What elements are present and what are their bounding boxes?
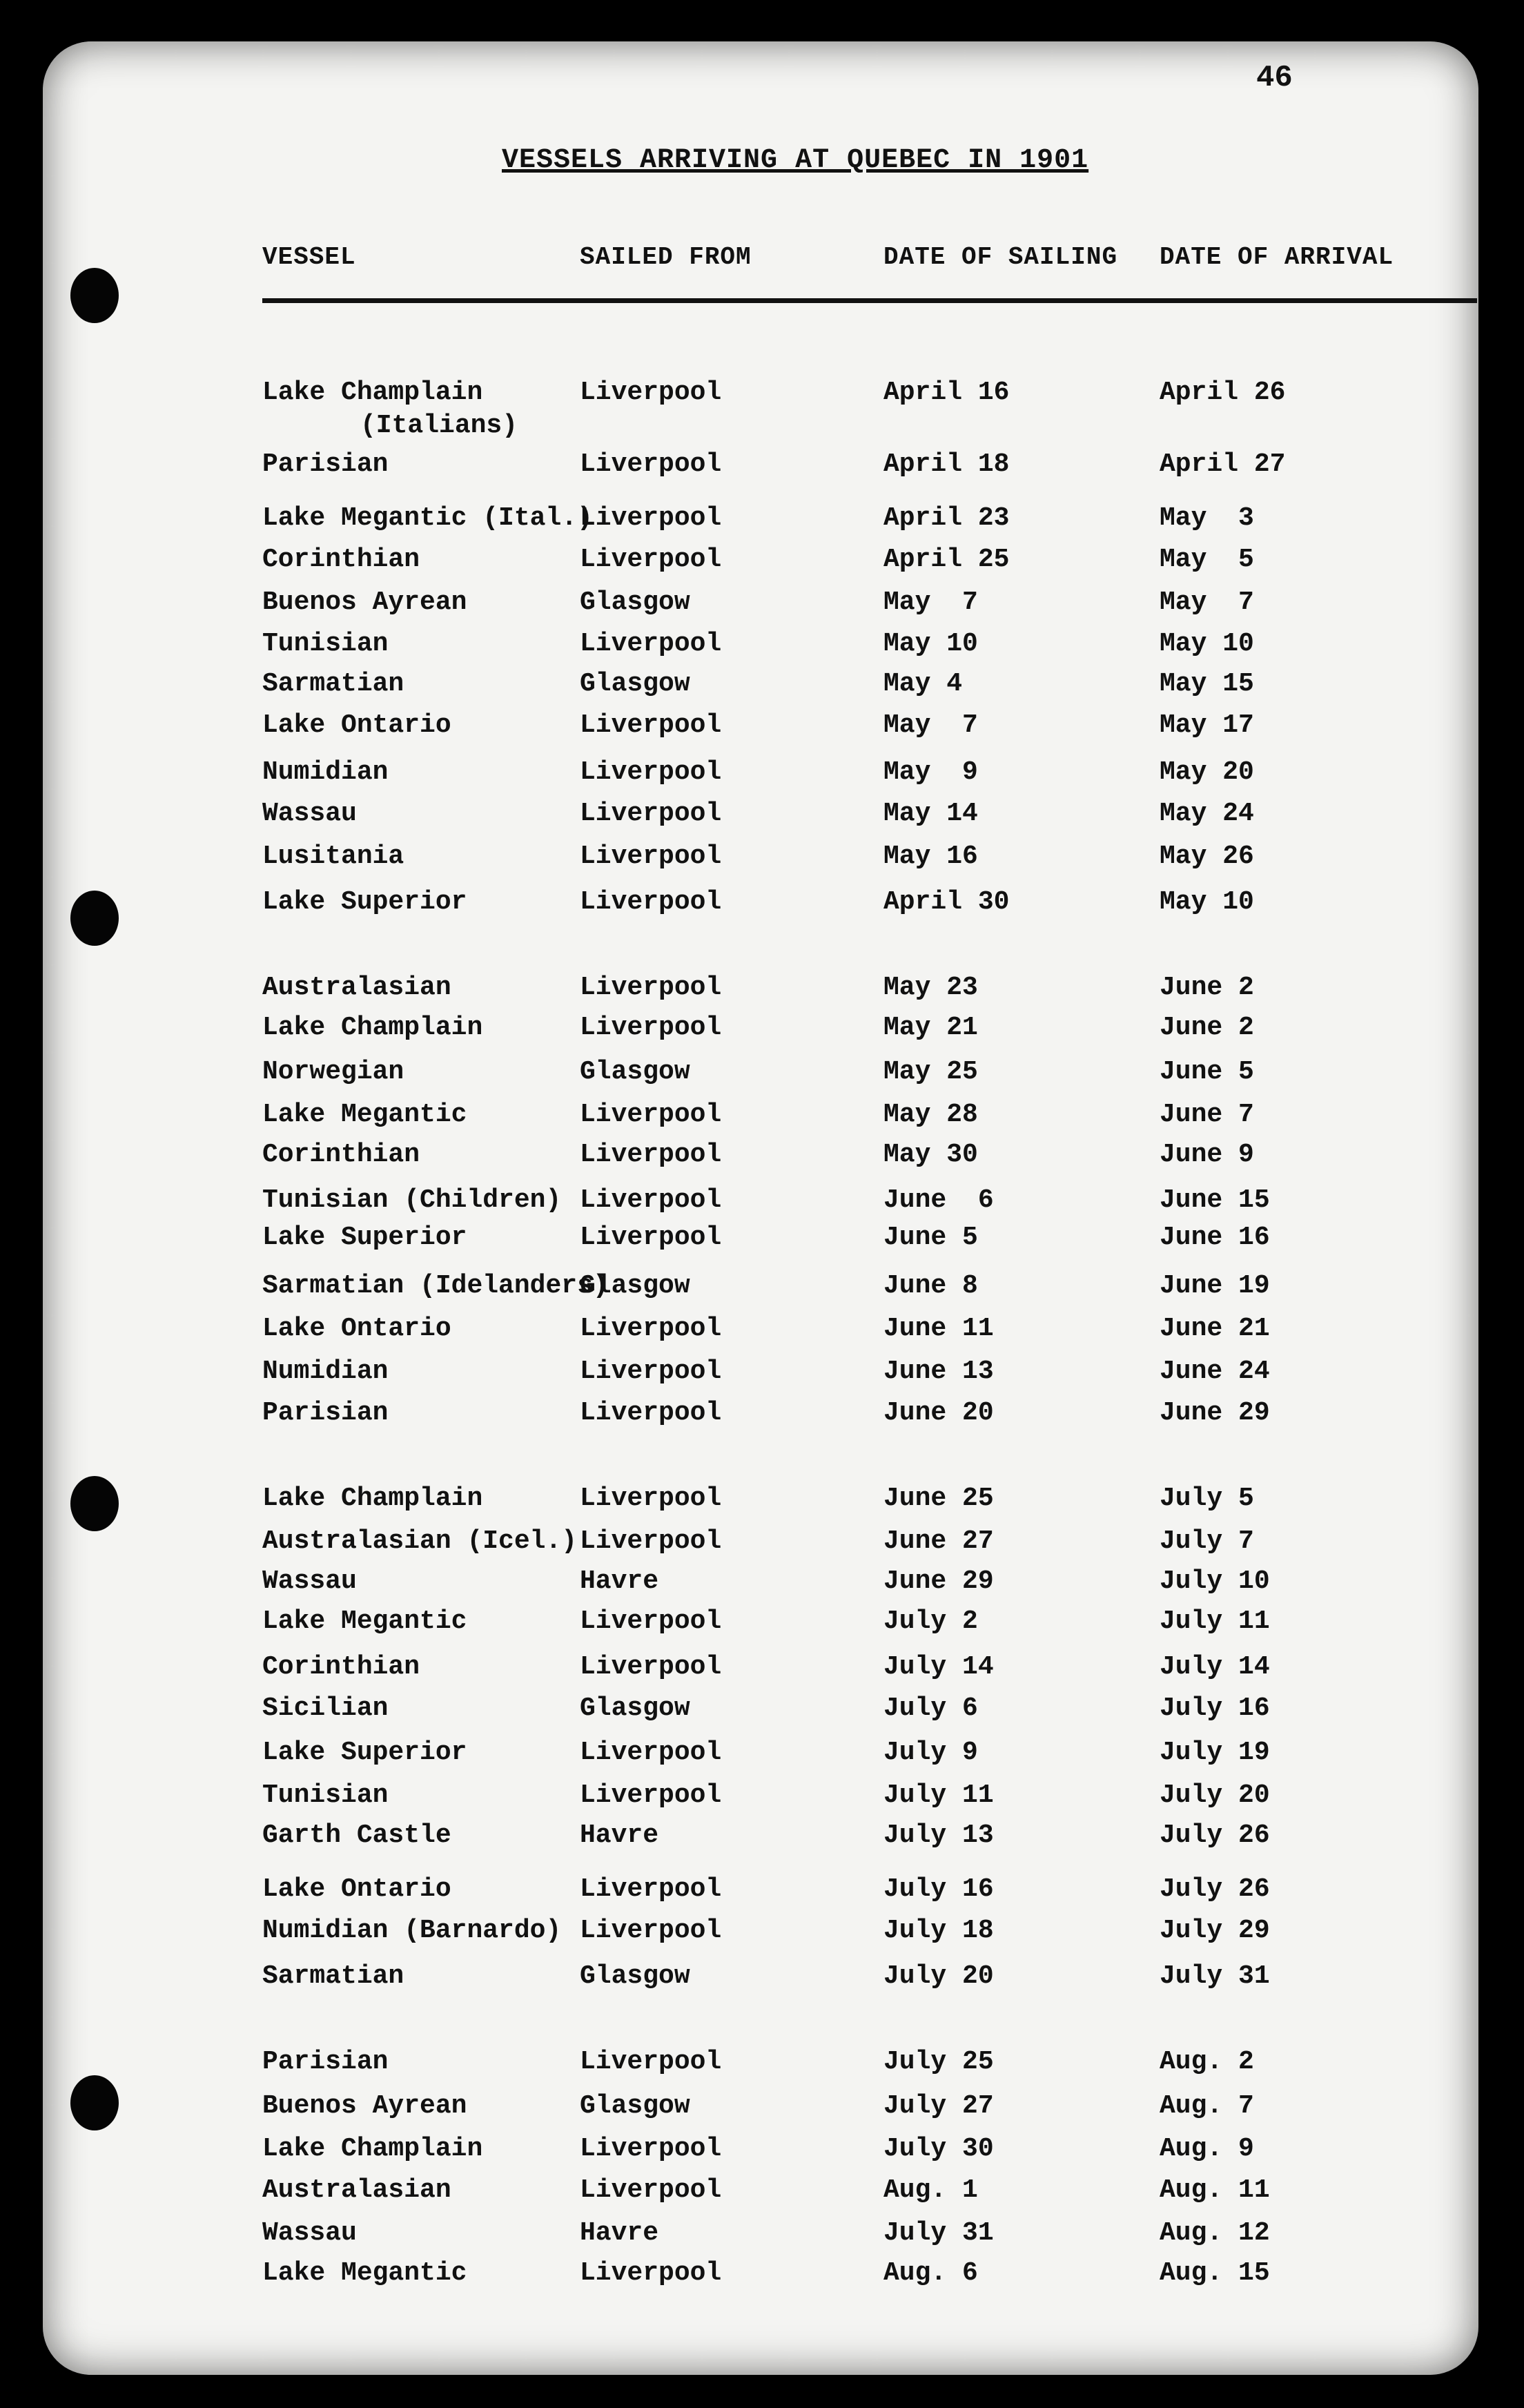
sailed-from: Glasgow [580, 2091, 690, 2121]
vessel-name: Tunisian [262, 1780, 389, 1810]
arrival-date: May 10 [1160, 887, 1254, 917]
sailing-date: April 25 [883, 545, 1010, 574]
sailed-from: Glasgow [580, 669, 690, 699]
sailed-from: Liverpool [580, 2047, 722, 2077]
sailing-date: May 23 [883, 973, 978, 1002]
vessel-name: Parisian [262, 2047, 389, 2077]
vessel-name: Lake Megantic (Ital.) [262, 503, 593, 533]
vessel-name: Numidian [262, 757, 389, 787]
punch-hole [70, 891, 119, 946]
arrival-date: July 26 [1160, 1874, 1270, 1904]
sailing-date: Aug. 1 [883, 2175, 978, 2205]
sailed-from: Liverpool [580, 1398, 722, 1428]
vessel-name: Wassau [262, 1566, 357, 1596]
arrival-date: July 20 [1160, 1780, 1270, 1810]
vessel-name: Buenos Ayrean [262, 2091, 467, 2121]
arrival-date: June 2 [1160, 973, 1254, 1002]
arrival-date: May 7 [1160, 588, 1254, 617]
sailing-date: May 9 [883, 757, 978, 787]
sailed-from: Liverpool [580, 1314, 722, 1343]
vessel-name: Lusitania [262, 842, 404, 871]
vessel-name: Corinthian [262, 1140, 420, 1169]
arrival-date: June 2 [1160, 1013, 1254, 1042]
sailed-from: Liverpool [580, 1606, 722, 1636]
vessel-name: Wassau [262, 799, 357, 828]
vessel-name: Lake Ontario [262, 710, 451, 740]
vessel-name: Sarmatian [262, 669, 404, 699]
sailed-from: Liverpool [580, 1874, 722, 1904]
vessel-name: Lake Champlain [262, 2134, 483, 2164]
vessel-name: Lake Champlain [262, 1013, 483, 1042]
arrival-date: July 16 [1160, 1693, 1270, 1723]
arrival-date: Aug. 2 [1160, 2047, 1254, 2077]
arrival-date: July 10 [1160, 1566, 1270, 1596]
vessel-name: Lake Superior [262, 1223, 467, 1252]
arrival-date: May 26 [1160, 842, 1254, 871]
sailed-from: Glasgow [580, 588, 690, 617]
arrival-date: July 14 [1160, 1652, 1270, 1682]
sailed-from: Liverpool [580, 973, 722, 1002]
arrival-date: July 29 [1160, 1916, 1270, 1945]
sailing-date: July 14 [883, 1652, 994, 1682]
vessel-name: Lake Champlain [262, 1484, 483, 1513]
arrival-date: April 27 [1160, 449, 1286, 479]
sailing-date: July 16 [883, 1874, 994, 1904]
arrival-date: July 7 [1160, 1526, 1254, 1556]
sailing-date: June 25 [883, 1484, 994, 1513]
sailed-from: Glasgow [580, 1961, 690, 1991]
sailing-date: May 4 [883, 669, 963, 699]
sailed-from: Liverpool [580, 545, 722, 574]
sailing-date: July 2 [883, 1606, 978, 1636]
vessel-name: Buenos Ayrean [262, 588, 467, 617]
sailing-date: May 25 [883, 1057, 978, 1087]
sailed-from: Liverpool [580, 2258, 722, 2288]
vessel-name: Corinthian [262, 1652, 420, 1682]
arrival-date: June 29 [1160, 1398, 1270, 1428]
sailed-from: Liverpool [580, 1013, 722, 1042]
sailing-date: July 30 [883, 2134, 994, 2164]
sailing-date: May 7 [883, 710, 978, 740]
sailed-from: Liverpool [580, 503, 722, 533]
arrival-date: May 17 [1160, 710, 1254, 740]
vessel-name: Tunisian (Children) [262, 1185, 562, 1215]
sailing-date: June 13 [883, 1357, 994, 1386]
sailing-date: April 18 [883, 449, 1010, 479]
arrival-date: July 26 [1160, 1820, 1270, 1850]
vessel-name: Parisian [262, 449, 389, 479]
vessel-name: Tunisian [262, 629, 389, 659]
vessel-name: Sicilian [262, 1693, 389, 1723]
sailing-date: May 30 [883, 1140, 978, 1169]
header-rule [262, 298, 1477, 303]
sailing-date: April 23 [883, 503, 1010, 533]
arrival-date: April 26 [1160, 378, 1286, 407]
sailing-date: May 21 [883, 1013, 978, 1042]
vessel-name: Lake Ontario [262, 1314, 451, 1343]
vessel-name: Numidian (Barnardo) [262, 1916, 562, 1945]
vessel-name: Australasian [262, 2175, 451, 2205]
sailing-date: June 29 [883, 1566, 994, 1596]
sailed-from: Glasgow [580, 1693, 690, 1723]
vessel-name: Wassau [262, 2218, 357, 2248]
arrival-date: June 7 [1160, 1100, 1254, 1129]
page-number: 46 [1256, 61, 1293, 95]
arrival-date: Aug. 15 [1160, 2258, 1270, 2288]
sailed-from: Liverpool [580, 2175, 722, 2205]
sailing-date: Aug. 6 [883, 2258, 978, 2288]
column-header-date-of-sailing: DATE OF SAILING [883, 243, 1118, 271]
vessel-name: Parisian [262, 1398, 389, 1428]
sailed-from: Liverpool [580, 1484, 722, 1513]
sailed-from: Liverpool [580, 1738, 722, 1767]
arrival-date: July 5 [1160, 1484, 1254, 1513]
sailed-from: Glasgow [580, 1271, 690, 1301]
vessel-name: (Italians) [360, 411, 518, 440]
sailing-date: July 20 [883, 1961, 994, 1991]
sailing-date: May 7 [883, 588, 978, 617]
vessel-name: Sarmatian (Idelanders) [262, 1271, 609, 1301]
vessel-name: Lake Champlain [262, 378, 483, 407]
vessel-name: Norwegian [262, 1057, 404, 1087]
vessel-name: Lake Megantic [262, 1606, 467, 1636]
arrival-date: May 3 [1160, 503, 1254, 533]
sailed-from: Liverpool [580, 799, 722, 828]
column-header-vessel: VESSEL [262, 243, 356, 271]
arrival-date: July 11 [1160, 1606, 1270, 1636]
arrival-date: June 15 [1160, 1185, 1270, 1215]
sailed-from: Liverpool [580, 2134, 722, 2164]
vessel-name: Garth Castle [262, 1820, 451, 1850]
sailed-from: Havre [580, 1566, 659, 1596]
sailing-date: June 6 [883, 1185, 994, 1215]
vessel-name: Australasian [262, 973, 451, 1002]
vessel-name: Numidian [262, 1357, 389, 1386]
arrival-date: May 10 [1160, 629, 1254, 659]
vessel-name: Lake Megantic [262, 1100, 467, 1129]
sailed-from: Liverpool [580, 1100, 722, 1129]
sailing-date: June 27 [883, 1526, 994, 1556]
sailed-from: Liverpool [580, 629, 722, 659]
vessel-name: Lake Ontario [262, 1874, 451, 1904]
sailing-date: July 6 [883, 1693, 978, 1723]
arrival-date: June 21 [1160, 1314, 1270, 1343]
sailing-date: May 28 [883, 1100, 978, 1129]
sailing-date: April 16 [883, 378, 1010, 407]
arrival-date: July 31 [1160, 1961, 1270, 1991]
arrival-date: May 24 [1160, 799, 1254, 828]
sailing-date: July 25 [883, 2047, 994, 2077]
sailed-from: Liverpool [580, 1140, 722, 1169]
vessel-name: Australasian (Icel.) [262, 1526, 578, 1556]
sailed-from: Liverpool [580, 1916, 722, 1945]
arrival-date: June 5 [1160, 1057, 1254, 1087]
arrival-date: June 19 [1160, 1271, 1270, 1301]
sailed-from: Havre [580, 1820, 659, 1850]
sailing-date: July 9 [883, 1738, 978, 1767]
sailed-from: Liverpool [580, 1185, 722, 1215]
vessel-name: Lake Superior [262, 1738, 467, 1767]
sailed-from: Liverpool [580, 1357, 722, 1386]
sailing-date: June 5 [883, 1223, 978, 1252]
sailing-date: July 27 [883, 2091, 994, 2121]
sailed-from: Havre [580, 2218, 659, 2248]
sailed-from: Liverpool [580, 887, 722, 917]
sailing-date: June 11 [883, 1314, 994, 1343]
arrival-date: July 19 [1160, 1738, 1270, 1767]
sailing-date: June 8 [883, 1271, 978, 1301]
arrival-date: June 24 [1160, 1357, 1270, 1386]
sailed-from: Liverpool [580, 1652, 722, 1682]
arrival-date: May 20 [1160, 757, 1254, 787]
sailed-from: Liverpool [580, 1780, 722, 1810]
arrival-date: May 15 [1160, 669, 1254, 699]
vessel-name: Corinthian [262, 545, 420, 574]
vessel-name: Lake Megantic [262, 2258, 467, 2288]
vessel-name: Lake Superior [262, 887, 467, 917]
arrival-date: May 5 [1160, 545, 1254, 574]
sailing-date: May 16 [883, 842, 978, 871]
sailed-from: Liverpool [580, 449, 722, 479]
arrival-date: June 16 [1160, 1223, 1270, 1252]
sailed-from: Liverpool [580, 1223, 722, 1252]
sailing-date: May 14 [883, 799, 978, 828]
punch-hole [70, 2075, 119, 2130]
column-header-sailed-from: SAILED FROM [580, 243, 752, 271]
arrival-date: Aug. 11 [1160, 2175, 1270, 2205]
sailing-date: July 31 [883, 2218, 994, 2248]
sailed-from: Liverpool [580, 842, 722, 871]
vessel-name: Sarmatian [262, 1961, 404, 1991]
column-header-date-of-arrival: DATE OF ARRIVAL [1160, 243, 1394, 271]
sailed-from: Liverpool [580, 757, 722, 787]
punch-hole [70, 1476, 119, 1531]
sailed-from: Liverpool [580, 378, 722, 407]
arrival-date: June 9 [1160, 1140, 1254, 1169]
sailing-date: April 30 [883, 887, 1010, 917]
sailed-from: Liverpool [580, 710, 722, 740]
page-title: VESSELS ARRIVING AT QUEBEC IN 1901 [502, 145, 1089, 176]
sailing-date: July 13 [883, 1820, 994, 1850]
arrival-date: Aug. 12 [1160, 2218, 1270, 2248]
document-page [43, 41, 1478, 2375]
sailing-date: June 20 [883, 1398, 994, 1428]
punch-hole [70, 268, 119, 323]
arrival-date: Aug. 9 [1160, 2134, 1254, 2164]
sailed-from: Glasgow [580, 1057, 690, 1087]
sailed-from: Liverpool [580, 1526, 722, 1556]
sailing-date: July 18 [883, 1916, 994, 1945]
sailing-date: July 11 [883, 1780, 994, 1810]
arrival-date: Aug. 7 [1160, 2091, 1254, 2121]
sailing-date: May 10 [883, 629, 978, 659]
